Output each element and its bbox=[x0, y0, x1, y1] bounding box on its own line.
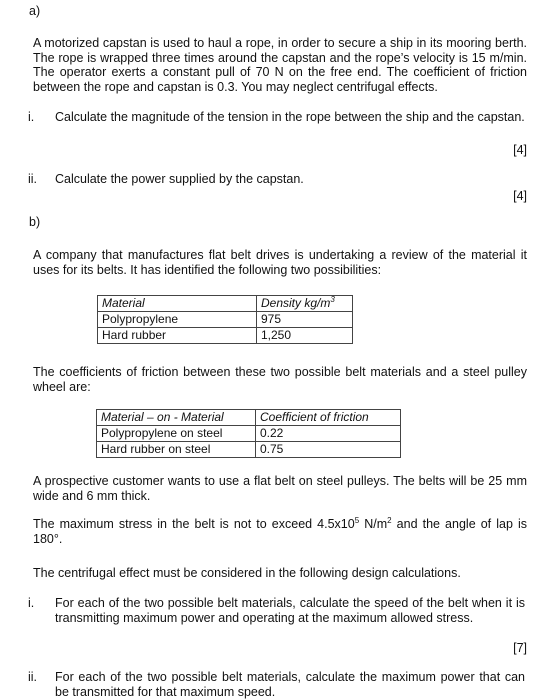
part-a-intro: A motorized capstan is used to haul a rope, in order to secure a ship in its mooring berth. The rope is wrapped three times around the capstan and the rope’s velocity is 15 m/min. The operator exerts a constant pull of 70 N on the free end. The coefficient of friction between the rope and capstan is 0.3. You may neglect centrifugal effects. bbox=[33, 36, 527, 94]
density-header-material: Material bbox=[98, 296, 257, 312]
question-b-i-marks: [7] bbox=[513, 641, 527, 655]
stress-paragraph: The maximum stress in the belt is not to exceed $4.5x10^5$ $N/m^2$ and the angle of lap is 180°. bbox=[33, 515, 527, 546]
centrifugal-note: The centrifugal effect must be considered in the following design calculations. bbox=[33, 566, 461, 580]
friction-cell-coefficient: 0.75 bbox=[256, 442, 401, 458]
friction-cell-pair: Hard rubber on steel bbox=[97, 442, 256, 458]
question-b-i-text: For each of the two possible belt materials, calculate the speed of the belt when it is transmitting maximum power and operating at the maximum allowed stress. bbox=[55, 596, 525, 625]
density-cell-value: 975 bbox=[257, 312, 353, 328]
friction-intro: The coefficients of friction between these two possible belt materials and a steel pulley wheel are: bbox=[33, 365, 527, 394]
density-cell-value: 1,250 bbox=[257, 328, 353, 344]
customer-paragraph: A prospective customer wants to use a flat belt on steel pulleys. The belts will be 25 mm wide and 6 mm thick. bbox=[33, 474, 527, 503]
question-a-i-marks: [4] bbox=[513, 143, 527, 157]
density-table bbox=[97, 295, 353, 344]
density-cell-material: Hard rubber bbox=[98, 328, 257, 344]
friction-header-coefficient: Coefficient of friction bbox=[256, 410, 401, 426]
friction-cell-pair: Polypropylene on steel bbox=[97, 426, 256, 442]
density-header-density: Density $kg/m^3$ bbox=[257, 296, 353, 312]
question-a-ii-marks: [4] bbox=[513, 189, 527, 203]
question-a-ii-number: ii. bbox=[28, 172, 38, 186]
friction-cell-coefficient: 0.22 bbox=[256, 426, 401, 442]
part-b-label: b) bbox=[29, 215, 41, 229]
question-b-i-number: i. bbox=[28, 596, 35, 610]
question-b-ii-number: ii. bbox=[28, 670, 38, 684]
friction-table bbox=[96, 409, 401, 458]
density-cell-material: Polypropylene bbox=[98, 312, 257, 328]
question-b-ii-text: For each of the two possible belt materials, calculate the maximum power that can be transmitted for that maximum speed. bbox=[55, 670, 525, 699]
friction-header-pair: Material – on - Material bbox=[97, 410, 256, 426]
question-a-i-text: Calculate the magnitude of the tension in the rope between the ship and the capstan. bbox=[55, 110, 525, 124]
question-a-i-number: i. bbox=[28, 110, 35, 124]
part-a-label: a) bbox=[29, 4, 41, 18]
part-b-intro: A company that manufactures flat belt drives is undertaking a review of the material it uses for its belts. It has identified the following two possibilities: bbox=[33, 248, 527, 277]
question-a-ii-text: Calculate the power supplied by the capstan. bbox=[55, 172, 304, 186]
